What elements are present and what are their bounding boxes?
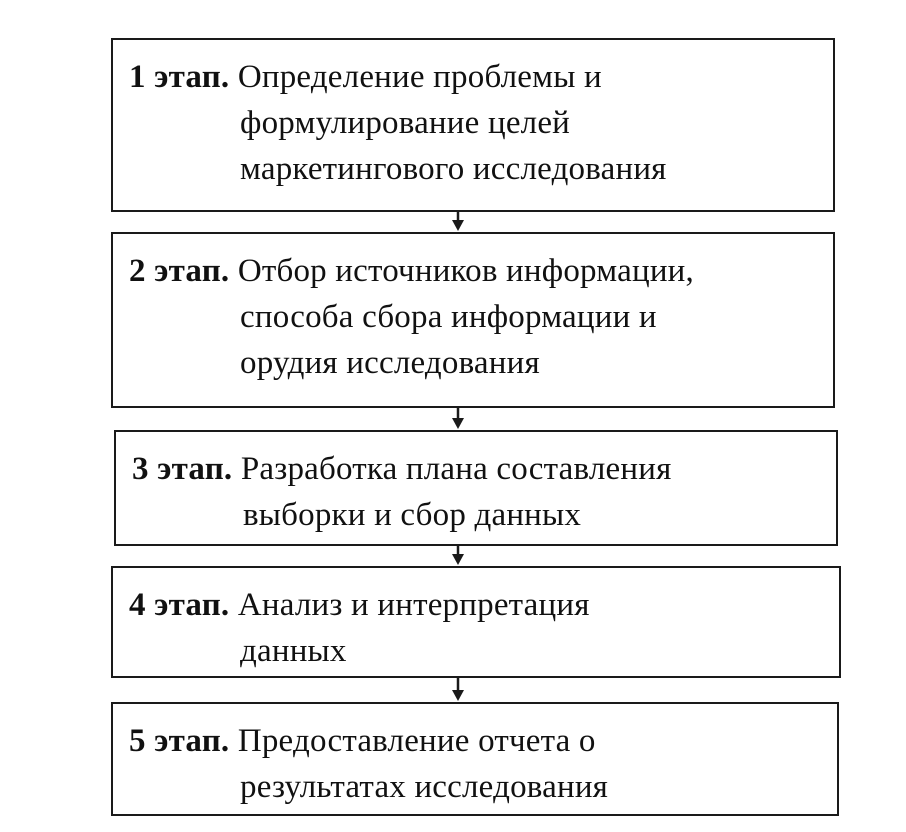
- stage-3-label: 3 этап.: [132, 451, 233, 487]
- stage-1-label: 1 этап.: [129, 59, 230, 95]
- stage-5-line-2: результатах исследования: [240, 769, 609, 805]
- stage-2-line-2: способа сбора информации и: [240, 299, 657, 335]
- stage-1-line-1-text: Определение проблемы и: [237, 59, 602, 95]
- arrow-2-to-3: [452, 408, 464, 429]
- stage-4-line-2: данных: [240, 633, 347, 669]
- stage-2-line-3: орудия исследования: [240, 345, 540, 381]
- stage-4-label: 4 этап.: [129, 587, 230, 623]
- stage-1-line-3: маркетингового исследования: [240, 151, 667, 187]
- stage-1-line-2: формулирование целей: [240, 105, 571, 141]
- stage-2-label: 2 этап.: [129, 253, 230, 289]
- stage-5-line-1-text: Предоставление отчета о: [237, 723, 596, 759]
- stage-4-line-1-text: Анализ и интерпретация: [237, 587, 590, 623]
- stage-2-line-1-text: Отбор источников информации,: [237, 253, 694, 289]
- arrow-3-to-4: [452, 546, 464, 565]
- arrow-4-to-5: [452, 678, 464, 701]
- stage-3-line-1-text: Разработка плана составления: [240, 451, 672, 487]
- stage-3-line-2: выборки и сбор данных: [243, 497, 582, 533]
- arrow-1-to-2: [452, 212, 464, 231]
- stage-5-label: 5 этап.: [129, 723, 230, 759]
